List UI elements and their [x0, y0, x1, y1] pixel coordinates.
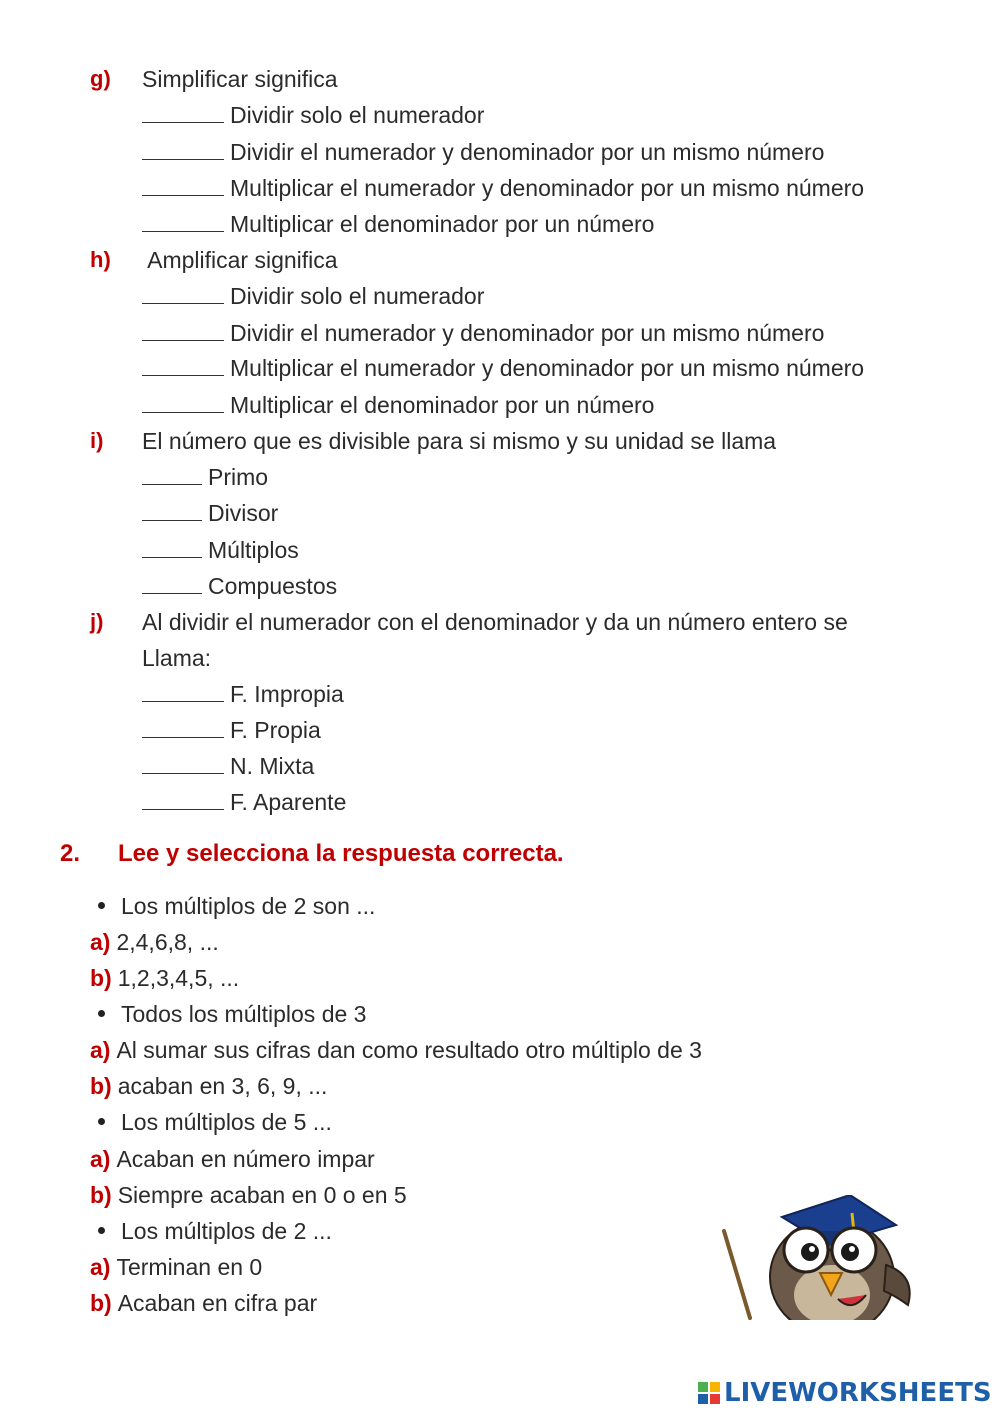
- option-row: [142, 787, 346, 817]
- option-label: a): [90, 1146, 111, 1172]
- question-label: h): [90, 247, 111, 272]
- option-text: N. Mixta: [230, 753, 315, 779]
- bullet-item: [98, 1216, 332, 1246]
- option-text: Compuestos: [208, 573, 338, 599]
- option-row: [142, 173, 864, 203]
- option-row: [142, 715, 321, 745]
- bullet-text: Los múltiplos de 2 ...: [121, 1218, 332, 1244]
- answer-option[interactable]: [90, 1035, 702, 1065]
- option-label: a): [90, 929, 111, 955]
- answer-blank[interactable]: [142, 498, 202, 521]
- option-text: Primo: [208, 464, 269, 490]
- answer-blank[interactable]: [142, 281, 224, 304]
- bullet-item: [98, 1107, 332, 1137]
- option-label: b): [90, 965, 112, 991]
- option-row: [142, 318, 824, 348]
- option-text: 2,4,6,8, ...: [116, 929, 219, 955]
- answer-blank[interactable]: [142, 137, 224, 160]
- option-text: Dividir el numerador y denominador por un mismo número: [230, 320, 825, 346]
- option-row: [142, 498, 278, 528]
- owl-teacher-icon: [720, 1195, 930, 1320]
- answer-blank[interactable]: [142, 209, 224, 232]
- option-text: Múltiplos: [208, 537, 299, 563]
- option-text: F. Propia: [230, 717, 321, 743]
- answer-blank[interactable]: [142, 535, 202, 558]
- option-row: [142, 679, 344, 709]
- answer-option[interactable]: [90, 1071, 327, 1101]
- option-row: [142, 353, 864, 383]
- option-label: a): [90, 1037, 111, 1063]
- answer-blank[interactable]: [142, 751, 224, 774]
- option-row: [142, 209, 654, 239]
- answer-blank[interactable]: [142, 390, 224, 413]
- option-text: Dividir solo el numerador: [230, 102, 485, 128]
- answer-blank[interactable]: [142, 173, 224, 196]
- answer-option[interactable]: [90, 1180, 407, 1210]
- bullet-icon: [98, 902, 105, 909]
- answer-option[interactable]: [90, 1288, 317, 1318]
- section-title: Lee y selecciona la respuesta correcta.: [118, 840, 564, 867]
- option-text: Dividir solo el numerador: [230, 283, 485, 309]
- question-label: g): [90, 66, 111, 91]
- option-row: [142, 462, 268, 492]
- bullet-item: [98, 999, 366, 1029]
- option-row: [142, 751, 314, 781]
- question-label: j): [90, 609, 104, 634]
- option-row: [142, 281, 484, 311]
- option-row: [142, 390, 654, 420]
- option-text: Al sumar sus cifras dan como resultado otro múltiplo de 3: [116, 1037, 702, 1063]
- answer-blank[interactable]: [142, 353, 224, 376]
- option-text: Terminan en 0: [116, 1254, 263, 1280]
- answer-blank[interactable]: [142, 462, 202, 485]
- answer-option[interactable]: [90, 927, 219, 957]
- footer-logo[interactable]: [698, 1378, 992, 1408]
- section-number: 2.: [60, 840, 81, 867]
- option-label: b): [90, 1073, 112, 1099]
- answer-blank[interactable]: [142, 715, 224, 738]
- answer-blank[interactable]: [142, 318, 224, 341]
- section-heading: [60, 838, 564, 870]
- bullet-icon: [98, 1118, 105, 1125]
- option-row: [142, 571, 337, 601]
- option-label: b): [90, 1182, 112, 1208]
- bullet-icon: [98, 1010, 105, 1017]
- option-row: [142, 137, 824, 167]
- question-prompt-continued: Llama:: [142, 645, 212, 671]
- option-row: [142, 535, 299, 565]
- option-text: Multiplicar el numerador y denominador por un mismo número: [230, 355, 865, 381]
- option-text: Multiplicar el denominador por un número: [230, 392, 655, 418]
- question-prompt: El número que es divisible para si mismo y su unidad se llama: [142, 428, 777, 454]
- option-text: Siempre acaban en 0 o en 5: [117, 1182, 407, 1208]
- option-text: Multiplicar el numerador y denominador por un mismo número: [230, 175, 865, 201]
- question-prompt: Simplificar significa: [142, 66, 338, 92]
- option-text: F. Impropia: [230, 681, 344, 707]
- question-label: i): [90, 428, 104, 453]
- answer-blank[interactable]: [142, 100, 224, 123]
- question-prompt: Al dividir el numerador con el denominador y da un número entero se: [142, 609, 848, 635]
- option-text: Divisor: [208, 500, 279, 526]
- option-text: Multiplicar el denominador por un número: [230, 211, 655, 237]
- bullet-text: Los múltiplos de 2 son ...: [121, 893, 376, 919]
- answer-option[interactable]: [90, 1252, 262, 1282]
- option-text: F. Aparente: [230, 789, 347, 815]
- question-prompt: Amplificar significa: [142, 247, 338, 273]
- bullet-icon: [98, 1227, 105, 1234]
- bullet-text: Los múltiplos de 5 ...: [121, 1109, 332, 1135]
- answer-blank[interactable]: [142, 571, 202, 594]
- option-label: b): [90, 1290, 112, 1316]
- answer-blank[interactable]: [142, 679, 224, 702]
- answer-blank[interactable]: [142, 787, 224, 810]
- option-text: Acaban en cifra par: [117, 1290, 318, 1316]
- option-text: acaban en 3, 6, 9, ...: [117, 1073, 328, 1099]
- option-row: [142, 100, 484, 130]
- brand-name: LIVEWORKSHEETS: [724, 1378, 992, 1408]
- bullet-text: Todos los múltiplos de 3: [121, 1001, 367, 1027]
- answer-option[interactable]: [90, 1144, 375, 1174]
- answer-option[interactable]: [90, 963, 239, 993]
- liveworksheets-logo-icon: [698, 1382, 720, 1404]
- bullet-item: [98, 891, 375, 921]
- option-text: Acaban en número impar: [116, 1146, 375, 1172]
- option-text: 1,2,3,4,5, ...: [117, 965, 240, 991]
- option-label: a): [90, 1254, 111, 1280]
- option-text: Dividir el numerador y denominador por un mismo número: [230, 139, 825, 165]
